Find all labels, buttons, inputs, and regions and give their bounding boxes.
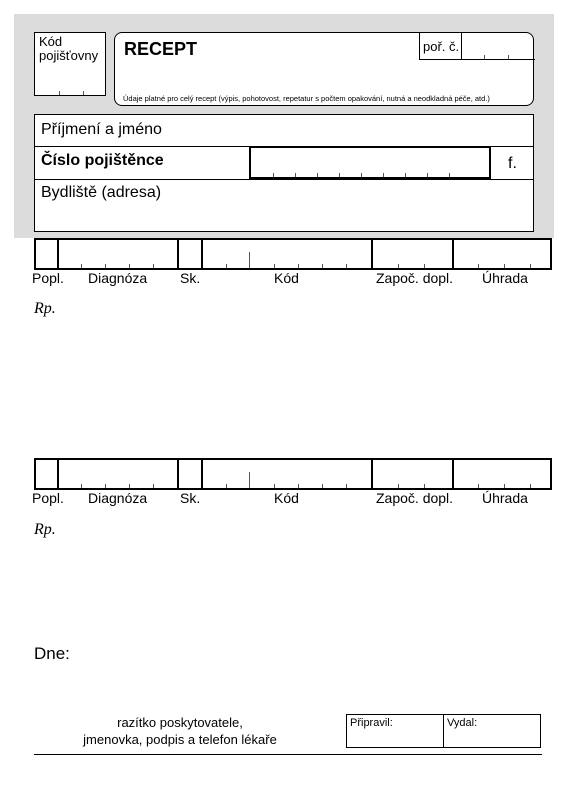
header-note: Údaje platné pro celý recept (výpis, pohotovost, repetatur s počtem opakování, nutná a neodkladná péče, atd.) <box>123 94 490 103</box>
label-zapoc-2: Započ. dopl. <box>376 490 454 506</box>
date-label: Dne: <box>34 644 70 663</box>
label-diagnoza-1: Diagnóza <box>88 270 148 286</box>
insurer-code-box[interactable] <box>34 32 106 96</box>
label-popl-2: Popl. <box>32 490 64 506</box>
label-sk-2: Sk. <box>180 490 201 506</box>
label-uhrada-1: Úhrada <box>482 270 528 286</box>
code-row-2[interactable] <box>34 458 552 490</box>
label-kod-2: Kód <box>274 490 299 506</box>
label-sk-1: Sk. <box>180 270 201 286</box>
patient-name-label: Příjmení a jméno <box>41 121 162 138</box>
bottom-rule <box>34 754 542 755</box>
rp-label-2: Rp. <box>34 521 56 538</box>
label-zapoc-1: Započ. dopl. <box>376 270 454 286</box>
label-popl-1: Popl. <box>32 270 64 286</box>
rp-label-1: Rp. <box>34 300 56 317</box>
suffix-label: f. <box>508 155 517 172</box>
stamp-caption-line2: jmenovka, podpis a telefon lékaře <box>83 732 277 747</box>
insurance-no-label: Číslo pojištěnce <box>41 152 164 169</box>
prepared-box[interactable] <box>346 714 444 748</box>
recept-header-box <box>114 32 534 106</box>
prepared-label: Připravil: <box>350 717 393 729</box>
recept-title: RECEPT <box>124 39 198 59</box>
order-no-field[interactable] <box>461 32 535 60</box>
address-label[interactable]: Bydliště (adresa) <box>41 184 162 201</box>
insurer-code-label: Kód pojišťovny <box>39 34 99 63</box>
code-row-1[interactable] <box>34 238 552 270</box>
label-diagnoza-2: Diagnóza <box>88 490 148 506</box>
insurance-no-field[interactable] <box>249 146 491 179</box>
patient-info-box <box>34 114 534 232</box>
stamp-caption <box>60 714 300 748</box>
issued-box[interactable] <box>443 714 541 748</box>
label-kod-1: Kód <box>274 270 299 286</box>
label-uhrada-2: Úhrada <box>482 490 528 506</box>
order-no-label: poř. č. <box>419 32 462 60</box>
issued-label: Vydal: <box>447 717 478 729</box>
stamp-caption-line1: razítko poskytovatele, <box>117 715 243 730</box>
